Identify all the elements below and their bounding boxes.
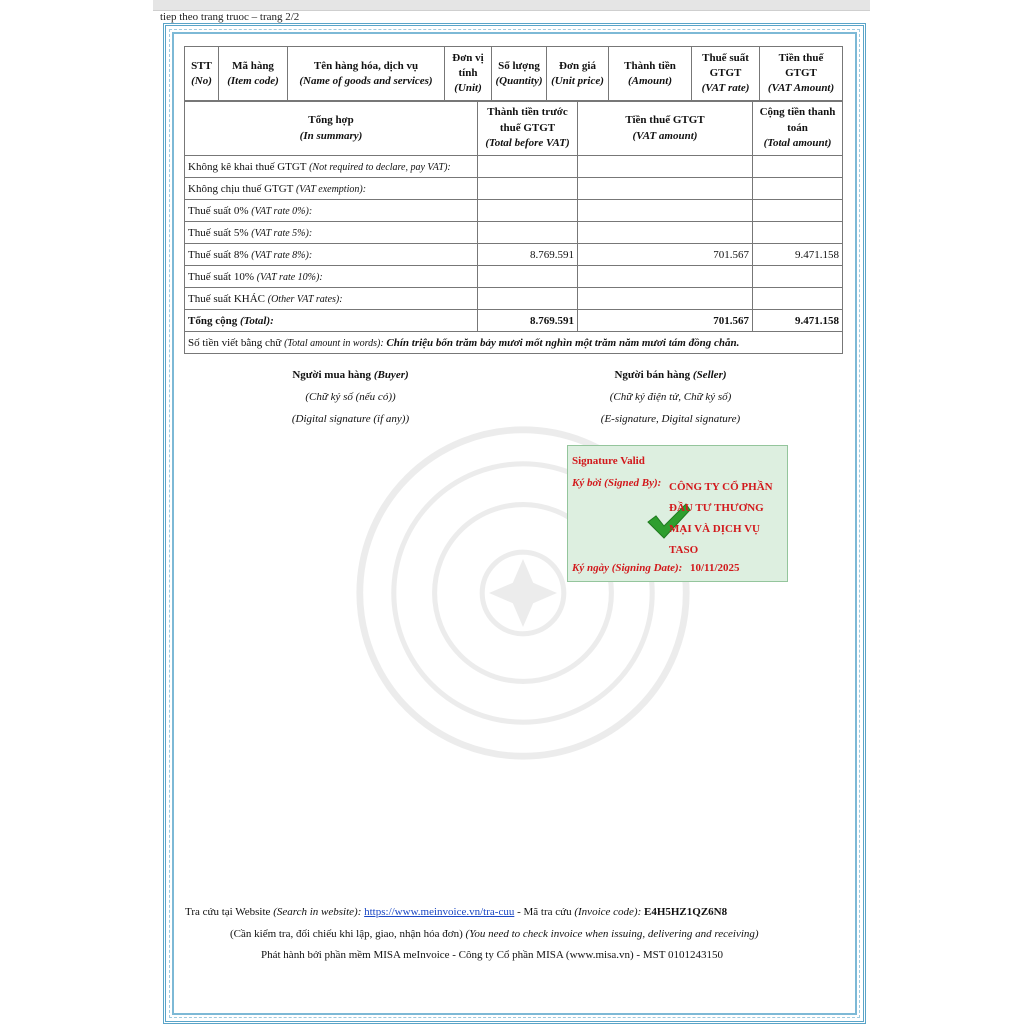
signature-status: Signature Valid xyxy=(572,455,645,467)
summary-before-vat xyxy=(478,222,578,244)
buyer-signature-block xyxy=(263,364,438,430)
summary-vat xyxy=(578,288,753,310)
signed-by-label: Ký bởi (Signed By): xyxy=(572,477,662,489)
summary-row xyxy=(185,244,843,266)
summary-row-label: Thuế suất 10% (VAT rate 10%): xyxy=(185,266,478,288)
summary-col-total: Cộng tiền thanh toán (Total amount) xyxy=(753,102,843,156)
amount-in-words: Số tiền viết bằng chữ (Total amount in words): Chín triệu bốn trăm bảy mươi mốt nghìn một trăm năm mươi tám đồng chẵn. xyxy=(185,332,843,354)
seller-sig-note-en: (E-signature, Digital signature) xyxy=(600,413,741,425)
summary-vat xyxy=(578,200,753,222)
summary-row xyxy=(185,222,843,244)
total-payment: 9.471.158 xyxy=(753,310,843,332)
summary-row-label: Thuế suất 5% (VAT rate 5%): xyxy=(185,222,478,244)
lookup-url-link[interactable]: https://www.meinvoice.vn/tra-cuu xyxy=(364,906,515,918)
summary-total xyxy=(753,156,843,178)
digital-signature-stamp xyxy=(567,445,788,582)
summary-before-vat xyxy=(478,178,578,200)
invoice-page xyxy=(163,23,866,1024)
summary-total xyxy=(753,266,843,288)
total-vat: 701.567 xyxy=(578,310,753,332)
summary-total xyxy=(753,200,843,222)
col-unit-price: Đơn giá (Unit price) xyxy=(547,47,609,101)
summary-row xyxy=(185,266,843,288)
col-no: STT (No) xyxy=(185,47,219,101)
summary-before-vat xyxy=(478,200,578,222)
summary-row-label: Không chịu thuế GTGT (VAT exemption): xyxy=(185,178,478,200)
buyer-sig-note-en: (Digital signature (if any)) xyxy=(291,413,410,425)
signer-company: CÔNG TY CỔ PHẦN ĐẦU TƯ THƯƠNG MẠI VÀ DỊCH VỤ TASO xyxy=(669,481,773,556)
items-table xyxy=(184,46,843,101)
summary-total-label: Tổng cộng (Total): xyxy=(185,310,478,332)
seller-title: Người bán hàng (Seller) xyxy=(614,369,727,381)
summary-before-vat xyxy=(478,266,578,288)
col-unit: Đơn vị tính (Unit) xyxy=(445,47,492,101)
buyer-title: Người mua hàng (Buyer) xyxy=(292,369,409,381)
summary-before-vat xyxy=(478,156,578,178)
summary-row-label: Thuế suất 8% (VAT rate 8%): xyxy=(185,244,478,266)
total-before-vat: 8.769.591 xyxy=(478,310,578,332)
summary-total-row xyxy=(185,310,843,332)
summary-vat xyxy=(578,178,753,200)
summary-vat xyxy=(578,156,753,178)
summary-row xyxy=(185,200,843,222)
summary-header-row xyxy=(185,102,843,156)
amount-in-words-row xyxy=(185,332,843,354)
summary-before-vat: 8.769.591 xyxy=(478,244,578,266)
seller-sig-note: (Chữ ký điện tử, Chữ ký số) xyxy=(609,391,732,403)
buyer-sig-note: (Chữ ký số (nếu có)) xyxy=(305,391,396,403)
col-vat-rate: Thuế suất GTGT (VAT rate) xyxy=(692,47,760,101)
col-goods-name: Tên hàng hóa, dịch vụ (Name of goods and services) xyxy=(288,47,445,101)
seller-signature-block xyxy=(583,364,758,430)
col-vat-amount: Tiền thuế GTGT (VAT Amount) xyxy=(760,47,843,101)
invoice-lookup-line: Tra cứu tại Website (Search in website): https://www.meinvoice.vn/tra-cuu - Mã tra cứu (Invoice code): E4H5HZ1QZ6N8 xyxy=(185,906,728,918)
check-notice: (Cần kiểm tra, đối chiếu khi lập, giao, nhận hóa đơn) (You need to check invoice when issuing, delivering and receiving) xyxy=(230,928,759,940)
summary-before-vat xyxy=(478,288,578,310)
summary-row-label: Thuế suất KHÁC (Other VAT rates): xyxy=(185,288,478,310)
summary-vat xyxy=(578,266,753,288)
summary-table xyxy=(184,101,843,354)
summary-total: 9.471.158 xyxy=(753,244,843,266)
summary-row xyxy=(185,178,843,200)
summary-col-before-vat: Thành tiền trước thuế GTGT (Total before VAT) xyxy=(478,102,578,156)
summary-total xyxy=(753,178,843,200)
signing-date-label: Ký ngày (Signing Date): xyxy=(572,562,683,574)
items-header-row xyxy=(185,47,843,101)
summary-total xyxy=(753,288,843,310)
publisher-note: Phát hành bởi phần mềm MISA meInvoice - Công ty Cổ phần MISA (www.misa.vn) - MST 0101243150 xyxy=(261,949,723,961)
col-quantity: Số lượng (Quantity) xyxy=(492,47,547,101)
summary-row-label: Không kê khai thuế GTGT (Not required to declare, pay VAT): xyxy=(185,156,478,178)
summary-row xyxy=(185,288,843,310)
summary-col-label: Tổng hợp (In summary) xyxy=(185,102,478,156)
invoice-code: E4H5HZ1QZ6N8 xyxy=(643,906,728,918)
page-continuation-note: tiep theo trang truoc – trang 2/2 xyxy=(160,11,300,23)
summary-row-label: Thuế suất 0% (VAT rate 0%): xyxy=(185,200,478,222)
amount-in-words-value: Chín triệu bốn trăm bảy mươi mốt nghìn một trăm năm mươi tám đồng chẵn. xyxy=(386,336,740,349)
summary-vat xyxy=(578,222,753,244)
summary-vat: 701.567 xyxy=(578,244,753,266)
summary-row xyxy=(185,156,843,178)
col-amount: Thành tiền (Amount) xyxy=(609,47,692,101)
col-item-code: Mã hàng (Item code) xyxy=(219,47,288,101)
signing-date: 10/11/2025 xyxy=(690,562,740,574)
summary-col-vat: Tiền thuế GTGT (VAT amount) xyxy=(578,102,753,156)
scan-top-bar xyxy=(153,0,870,11)
summary-total xyxy=(753,222,843,244)
